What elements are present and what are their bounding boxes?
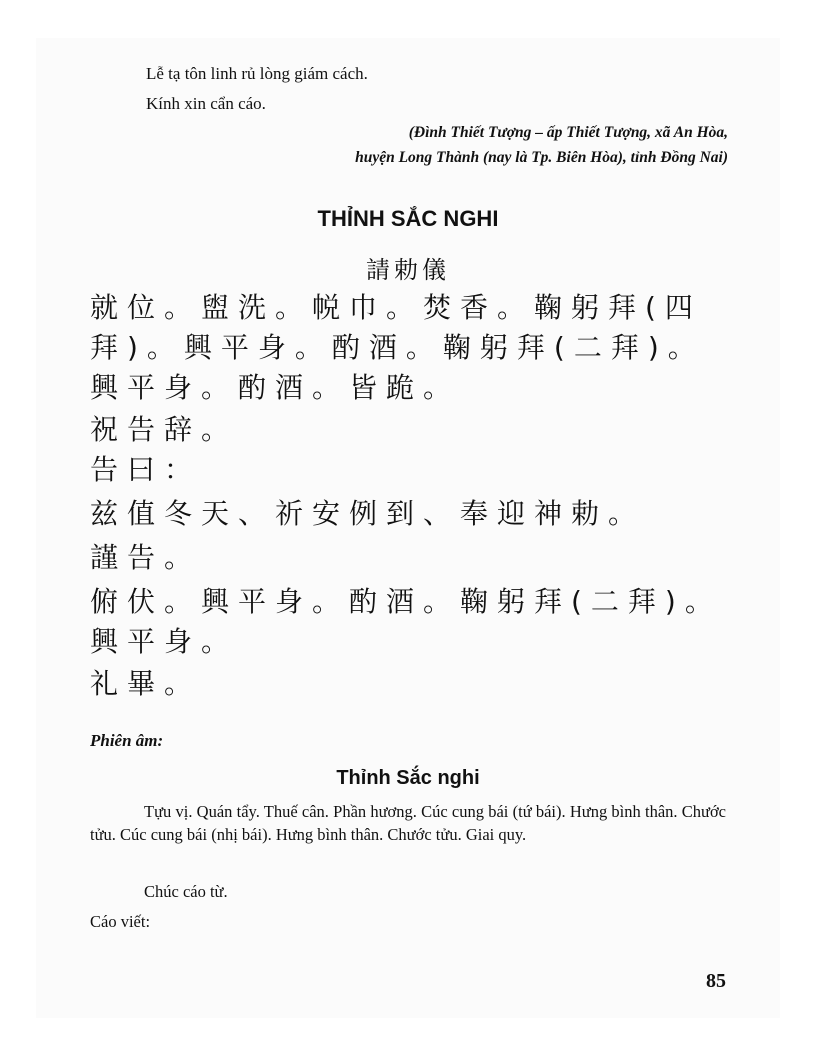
han-paragraph-1: 就位。盥洗。帨巾。焚香。鞠躬拜(四拜)。興平身。酌酒。鞠躬拜(二拜)。興平身。酌酒。皆跪。 bbox=[90, 291, 705, 404]
han-paragraph-3: 告曰： bbox=[90, 453, 202, 486]
page-number: 85 bbox=[706, 970, 726, 992]
han-paragraph-6: 俯伏。興平身。酌酒。鞠躬拜(二拜)。興平身。 bbox=[90, 585, 722, 658]
han-paragraph-4: 兹值冬天、祈安例到、奉迎神勅。 bbox=[90, 497, 646, 530]
citation-line-2: huyện Long Thành (nay là Tp. Biên Hòa), tỉnh Đồng Nai) bbox=[355, 149, 728, 166]
section-subtitle: Thỉnh Sắc nghi bbox=[336, 767, 480, 789]
citation-line-1: (Đình Thiết Tượng – ấp Thiết Tượng, xã An Hòa, bbox=[408, 124, 728, 141]
han-paragraph-2: 祝告辞。 bbox=[90, 413, 239, 446]
verse-line-1: Lễ tạ tôn linh rủ lòng giám cách. bbox=[146, 64, 368, 83]
cao-viet-line: Cáo viết: bbox=[90, 912, 151, 931]
page-title: THỈNH SẮC NGHI bbox=[317, 206, 499, 231]
title-han: 請勅儀 bbox=[366, 258, 450, 284]
han-paragraph-7: 礼畢。 bbox=[90, 667, 202, 700]
verse-line-2: Kính xin cẩn cáo. bbox=[146, 94, 266, 113]
phien-am-label: Phiên âm: bbox=[90, 731, 164, 750]
transliteration-paragraph bbox=[90, 800, 726, 846]
han-paragraph-5: 謹告。 bbox=[90, 541, 202, 574]
chuc-cao-line: Chúc cáo từ. bbox=[144, 882, 228, 901]
transliteration-text: Tựu vị. Quán tẩy. Thuế cân. Phần hương. Cúc cung bái (tứ bái). Hưng bình thân. Chước tửu. Cúc cung bái (nhị bái). Hưng bình thân. Chước tửu. Giai quy. bbox=[90, 802, 726, 844]
